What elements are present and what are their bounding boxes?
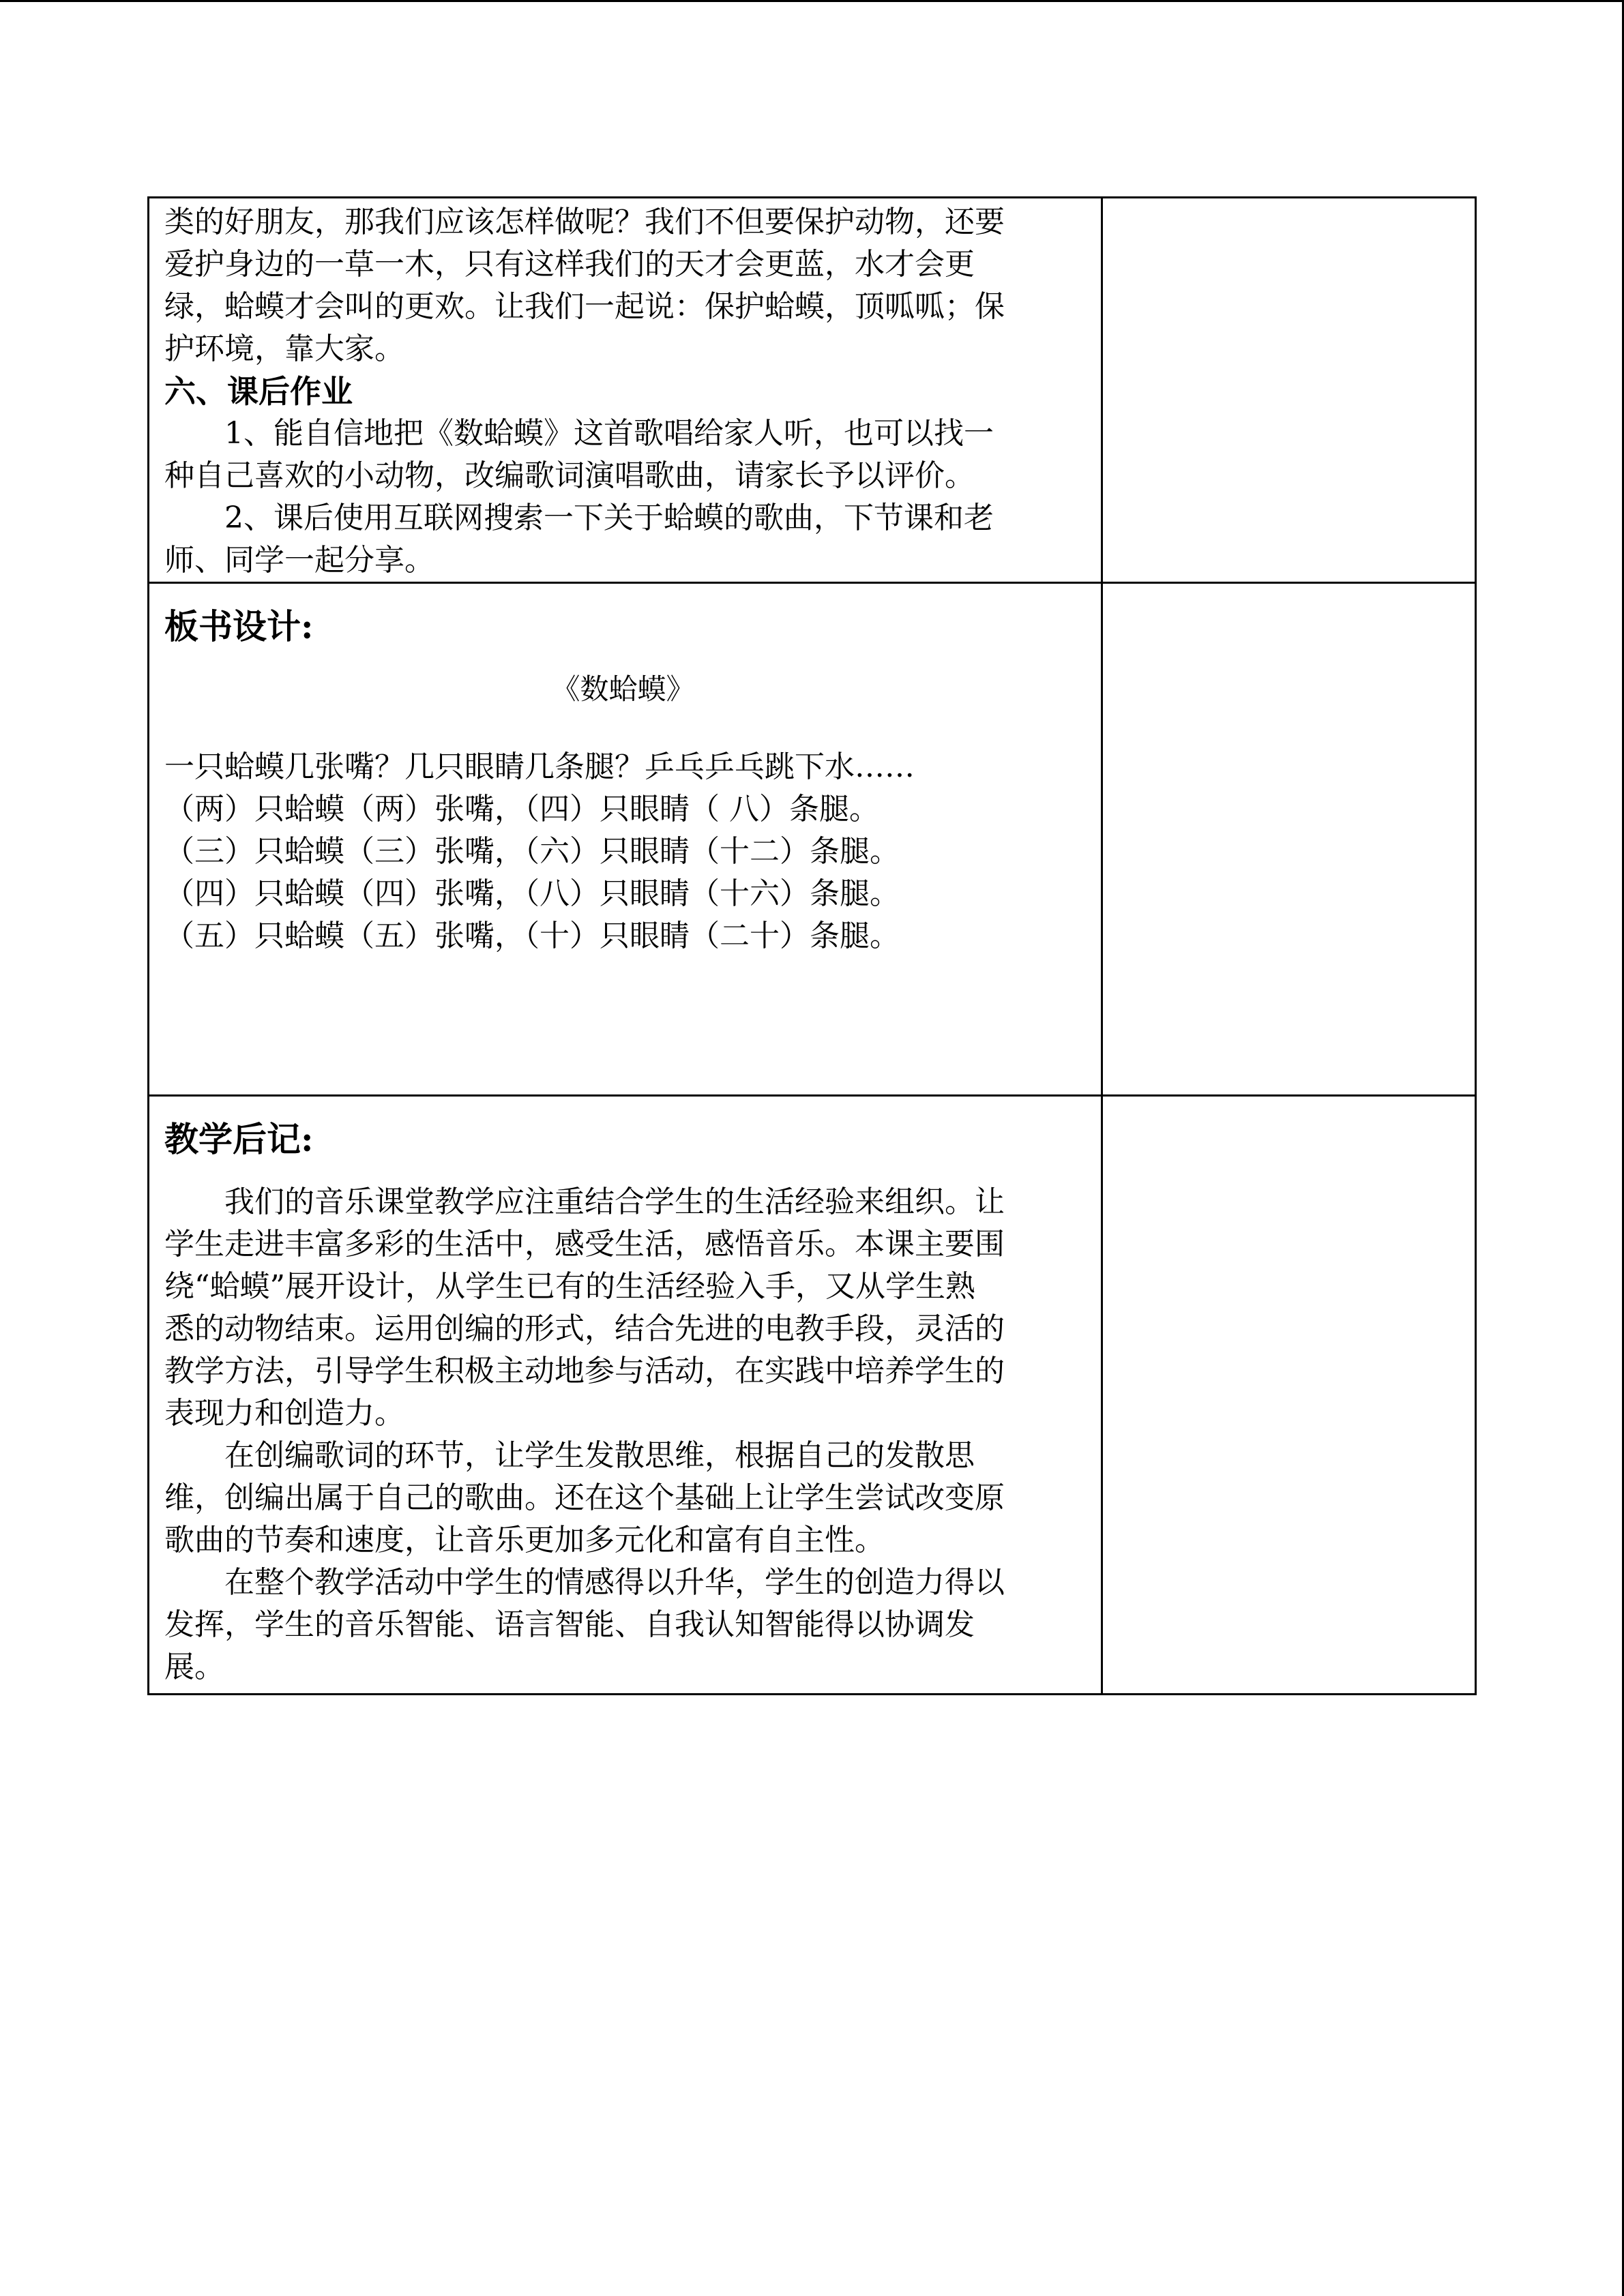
reflection-line: 在创编歌词的环节，让学生发散思维，根据自己的发散思 [224,1438,975,1473]
board-row: （五）只蛤蟆（五）张嘴，（十）只眼睛（二十）条腿。 [164,919,900,953]
page-top-border [0,0,1624,2]
side-notes-cell [1102,583,1476,1096]
board-design-cell [149,583,1102,1096]
homework-heading: 六、课后作业 [164,373,353,410]
reflection-line: 在整个教学活动中学生的情感得以升华，学生的创造力得以 [224,1565,1005,1600]
board-row: （三）只蛤蟆（三）张嘴，（六）只眼睛（十二）条腿。 [164,834,900,869]
side-notes-cell [1102,1096,1476,1695]
text-line: 类的好朋友，那我们应该怎样做呢？我们不但要保护动物，还要 [164,205,1005,239]
song-title: 《数蛤蟆》 [551,672,695,706]
reflection-line: 歌曲的节奏和速度，让音乐更加多元化和富有自主性。 [164,1523,885,1557]
table-row-board-design [149,583,1476,1096]
homework-item-2-cont: 师、同学一起分享。 [164,543,434,578]
reflection-cell [149,1096,1102,1695]
lesson-plan-table [147,196,1477,1695]
text-line: 护环境，靠大家。 [164,331,404,366]
board-row: （两）只蛤蟆（两）张嘴，（四）只眼睛（ 八）条腿。 [164,792,879,826]
reflection-line: 维，创编出属于自己的歌曲。还在这个基础上让学生尝试改变原 [164,1480,1005,1515]
homework-content-cell [149,198,1102,583]
reflection-line: 教学方法，引导学生积极主动地参与活动，在实践中培养学生的 [164,1354,1005,1388]
reflection-line: 展。 [164,1650,224,1684]
homework-item-2: 2、课后使用互联网搜索一下关于蛤蟆的歌曲，下节课和老 [224,501,994,535]
homework-item-1-cont: 种自己喜欢的小动物，改编歌词演唱歌曲，请家长予以评价。 [164,458,975,493]
table-row-homework [149,198,1476,583]
reflection-line: 我们的音乐课堂教学应注重结合学生的生活经验来组织。让 [224,1184,1005,1219]
reflection-line: 学生走进丰富多彩的生活中，感受生活，感悟音乐。本课主要围 [164,1227,1005,1262]
board-question: 一只蛤蟆几张嘴？几只眼睛几条腿？乒乓乒乓跳下水…… [164,749,915,784]
text-line: 绿，蛤蟆才会叫的更欢。让我们一起说：保护蛤蟆，顶呱呱；保 [164,289,1005,324]
reflection-line: 悉的动物结束。运用创编的形式，结合先进的电教手段，灵活的 [164,1311,1005,1346]
homework-item-1: 1、能自信地把《数蛤蟆》这首歌唱给家人听，也可以找一 [224,416,994,451]
reflection-heading: 教学后记: [164,1119,314,1159]
board-row: （四）只蛤蟆（四）张嘴，（八）只眼睛（十六）条腿。 [164,876,900,911]
text-line: 爱护身边的一草一木，只有这样我们的天才会更蓝，水才会更 [164,247,975,282]
side-notes-cell [1102,198,1476,583]
reflection-line: 表现力和创造力。 [164,1396,404,1431]
reflection-line: 绕“蛤蟆”展开设计，从学生已有的生活经验入手，又从学生熟 [164,1269,975,1304]
table-row-reflection [149,1096,1476,1695]
reflection-line: 发挥，学生的音乐智能、语言智能、自我认知智能得以协调发 [164,1607,975,1642]
board-design-heading: 板书设计: [164,606,314,646]
